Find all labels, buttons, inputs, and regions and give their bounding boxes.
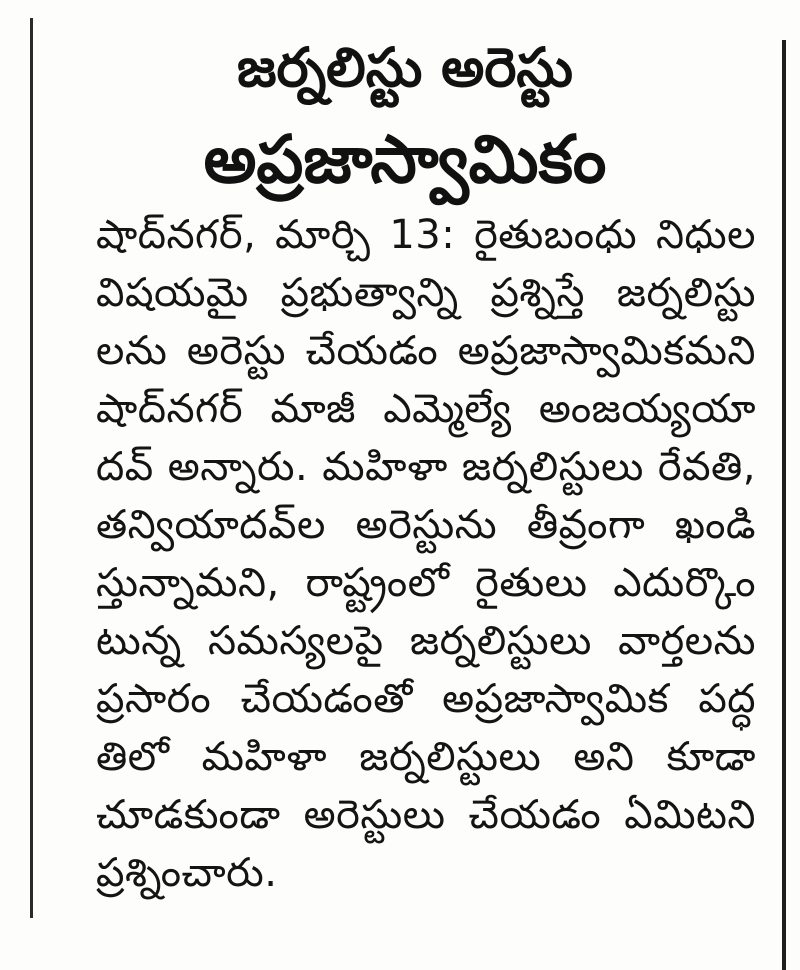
article-body (96, 206, 756, 902)
body-line-5: దవ్ అన్నారు. మహిళా జర్నలిస్టులు రేవతి, (96, 444, 756, 490)
body-line-3: లను అరెస్టు చేయడం అప్రజాస్వామికమని (96, 328, 756, 374)
body-line-6: తన్వియాదవ్‌ల అరెస్టును తీవ్రంగా ఖండి (96, 502, 756, 548)
body-line-11: చూడకుండా అరెస్టులు చేయడం ఏమిటని (96, 792, 756, 838)
body-line-12: ప్రశ్నించారు. (96, 850, 278, 896)
right-column-rule (782, 40, 786, 970)
body-line-9: ప్రసారం చేయడంతో అప్రజాస్వామిక పద్ధ (96, 676, 756, 722)
body-line-10: తిలో మహిళా జర్నలిస్టులు అని కూడా (96, 734, 756, 780)
body-line-4: షాద్‌నగర్ మాజీ ఎమ్మెల్యే అంజయ్యయా (96, 386, 756, 432)
headline-line-1: జర్నలిస్టు అరెస్టు (237, 36, 573, 99)
body-line-7: స్తున్నామని, రాష్ట్రంలో రైతులు ఎదుర్కొం (96, 560, 756, 606)
headline-line-2: అప్రజాస్వామికం (203, 121, 607, 198)
left-column-rule (30, 18, 33, 918)
body-line-8: టున్న సమస్యలపై జర్నలిస్టులు వార్తలను (96, 618, 756, 664)
body-line-2: విషయమై ప్రభుత్వాన్ని ప్రశ్నిస్తే జర్నలిస్టు (96, 270, 756, 316)
body-line-1: షాద్‌నగర్, మార్చి 13: రైతుబంధు నిధుల (96, 212, 756, 258)
